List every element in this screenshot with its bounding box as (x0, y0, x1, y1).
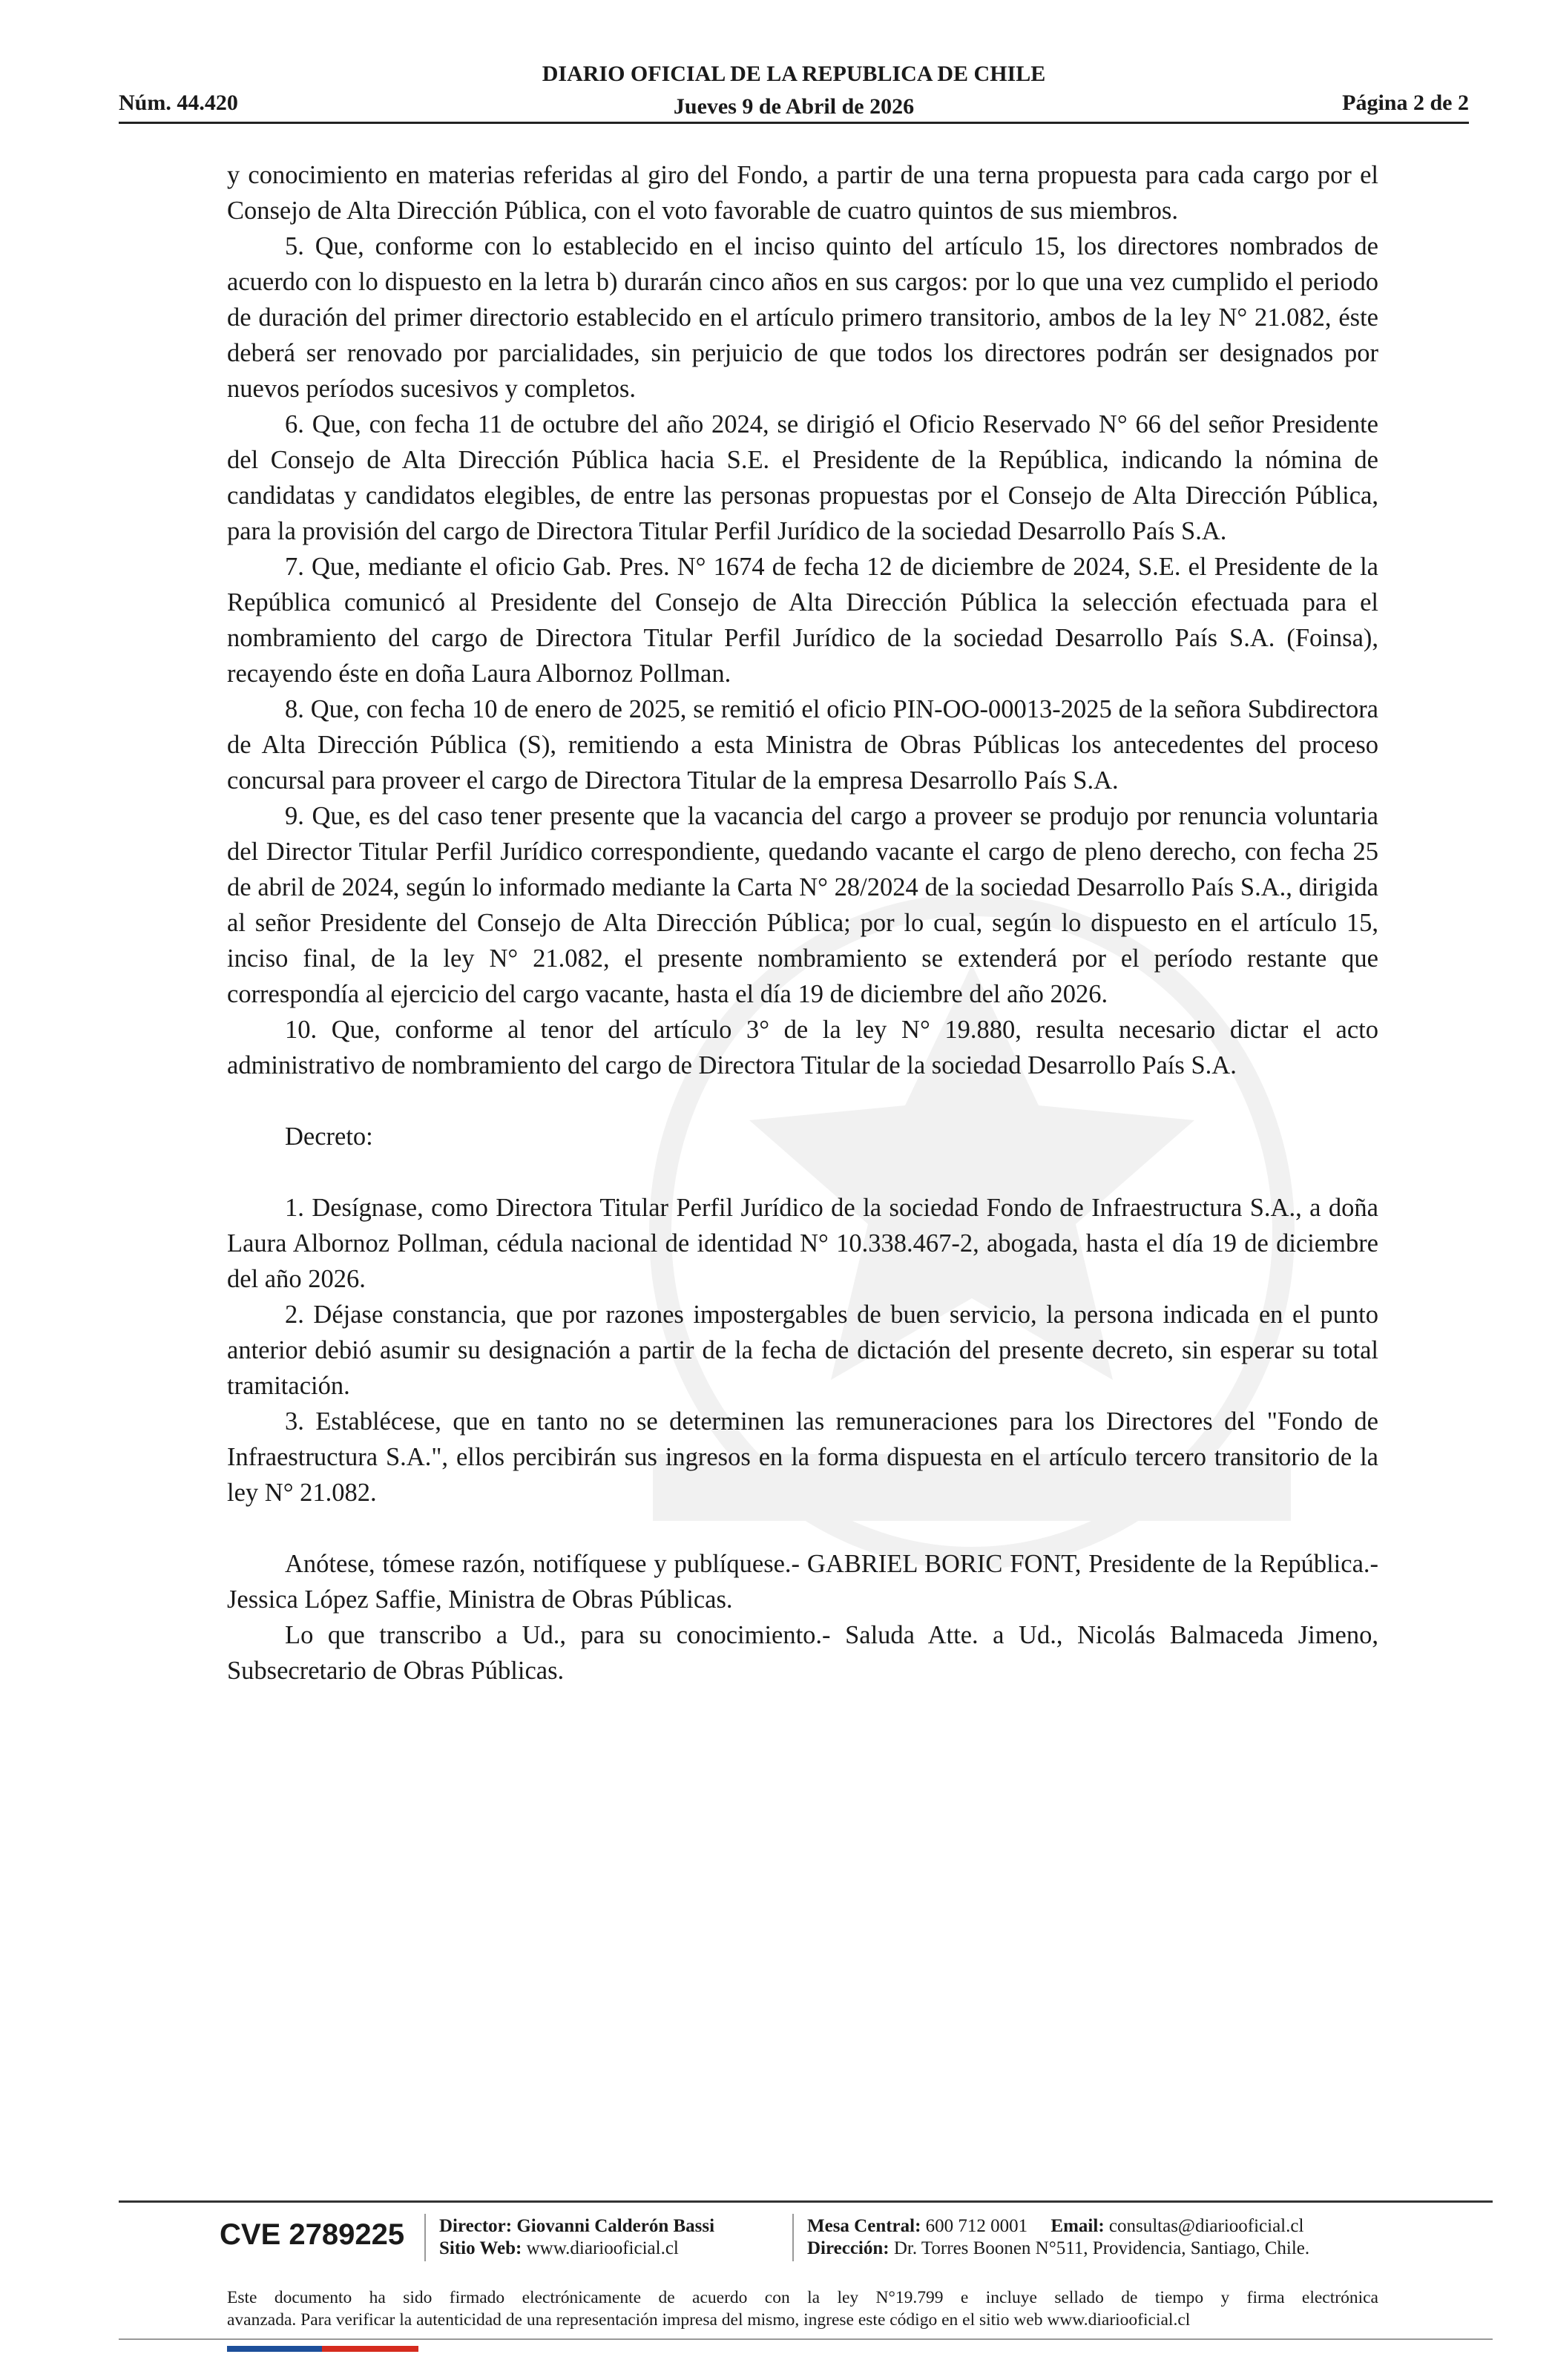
paragraph-9: 9. Que, es del caso tener presente que la vacancia del cargo a proveer se produjo por renuncia voluntaria del Director Titular Perfil Jurídico correspondiente, quedando vacante el cargo de pleno derecho, con fecha 25 de abril de 2024, según lo informado mediante la Carta N° 28/2024 de la sociedad Desarrollo País S.A., dirigida al señor Presidente del Consejo de Alta Dirección Pública; por lo cual, según lo dispuesto en el artículo 15, inciso final, de la ley N° 21.082, el presente nombramiento se extenderá por el período restante que correspondía al ejercicio del cargo vacante, hasta el día 19 de diciembre del año 2026. (227, 802, 1378, 1008)
footer-bottom-divider (119, 2338, 1493, 2340)
page-header (119, 58, 1469, 125)
spacer (227, 1154, 1378, 1190)
footer-divider (119, 2200, 1493, 2203)
paragraph-continuation: y conocimiento en materias referidas al giro del Fondo, a partir de una terna propuesta para cada cargo por el Consejo de Alta Dirección Pública, con el voto favorable de cuatro quintos de sus miembros. (227, 161, 1378, 225)
footer-director-block (439, 2215, 714, 2260)
phone-value: 600 712 0001 (925, 2216, 1028, 2236)
director-label: Director: (439, 2216, 513, 2236)
paragraph-5: 5. Que, conforme con lo establecido en el inciso quinto del artículo 15, los directores nombrados de acuerdo con lo dispuesto en la letra b) durarán cinco años en sus cargos: por lo que una vez cumplido el periodo de duración del primer directorio establecido en el artículo primero transitorio, ambos de la ley N° 21.082, éste deberá ser renovado por parcialidades, sin perjuicio de que todos los directores podrán ser designados por nuevos períodos sucesivos y completos. (227, 232, 1378, 403)
flag-blue-segment (227, 2346, 322, 2352)
spacer (227, 1083, 1378, 1119)
email-link[interactable]: consultas@diariooficial.cl (1108, 2216, 1304, 2236)
footer-separator (792, 2214, 794, 2261)
header-divider (119, 122, 1469, 124)
footer-separator (424, 2214, 426, 2261)
paragraph-7: 7. Que, mediante el oficio Gab. Pres. N° 1674 de fecha 12 de diciembre de 2024, S.E. el Presidente de la República comunicó al Presidente del Consejo de Alta Dirección Pública la selección efectuada para el nombramiento del cargo de Directora Titular Perfil Jurídico de la sociedad Desarrollo País S.A. (Foinsa), recayendo éste en doña Laura Albornoz Pollman. (227, 553, 1378, 688)
site-link[interactable]: www.diariooficial.cl (526, 2238, 679, 2258)
page-indicator: Página 2 de 2 (1342, 91, 1469, 115)
flag-stripe (227, 2346, 418, 2352)
legal-notice-line-1: Este documento ha sido firmado electrónicamente de acuerdo con la ley N°19.799 e incluye sellado de tiempo y firma electrónica (227, 2288, 1378, 2307)
email-label: Email: (1050, 2216, 1105, 2236)
paragraph-10: 10. Que, conforme al tenor del artículo 3° de la ley N° 19.880, resulta necesario dictar el acto administrativo de nombramiento del cargo de Directora Titular de la sociedad Desarrollo País S.A. (227, 1016, 1378, 1079)
publication-title: DIARIO OFICIAL DE LA REPUBLICA DE CHILE (542, 62, 1046, 86)
closing-signatures: Anótese, tómese razón, notifíquese y publíquese.- GABRIEL BORIC FONT, Presidente de la República.- Jessica López Saffie, Ministra de Obras Públicas. (227, 1550, 1378, 1614)
publication-date: Jueves 9 de Abril de 2026 (673, 94, 915, 119)
article-3: 3. Establécese, que en tanto no se determinen las remuneraciones para los Directores del "Fondo de Infraestructura S.A.", ellos percibirán sus ingresos en la forma dispuesta en el artículo tercero transitorio de la ley N° 21.082. (227, 1407, 1378, 1507)
address-value: Dr. Torres Boonen N°511, Providencia, Santiago, Chile. (893, 2238, 1310, 2258)
phone-label: Mesa Central: (807, 2216, 921, 2236)
cve-code: CVE 2789225 (220, 2218, 405, 2251)
closing-transcription: Lo que transcribo a Ud., para su conocimiento.- Saluda Atte. a Ud., Nicolás Balmaceda Jimeno, Subsecretario de Obras Públicas. (227, 1621, 1378, 1685)
legal-notice-line-2: avanzada. Para verificar la autenticidad de una representación impresa del mismo, ingrese este código en el sitio web www.diariooficial.cl (227, 2310, 1191, 2330)
article-1: 1. Desígnase, como Directora Titular Perfil Jurídico de la sociedad Fondo de Infraestructura S.A., a doña Laura Albornoz Pollman, cédula nacional de identidad N° 10.338.467-2, abogada, hasta el día 19 de diciembre del año 2026. (227, 1194, 1378, 1293)
paragraph-6: 6. Que, con fecha 11 de octubre del año 2024, se dirigió el Oficio Reservado N° 66 del señor Presidente del Consejo de Alta Dirección Pública hacia S.E. el Presidente de la República, indicando la nómina de candidatas y candidatos elegibles, de entre las personas propuestas por el Consejo de Alta Dirección Pública, para la provisión del cargo de Directora Titular Perfil Jurídico de la sociedad Desarrollo País S.A. (227, 410, 1378, 545)
paragraph-8: 8. Que, con fecha 10 de enero de 2025, se remitió el oficio PIN-OO-00013-2025 de la señora Subdirectora de Alta Dirección Pública (S), remitiendo a esta Ministra de Obras Públicas los antecedentes del proceso concursal para proveer el cargo de Directora Titular de la empresa Desarrollo País S.A. (227, 695, 1378, 795)
site-label: Sitio Web: (439, 2238, 522, 2258)
decree-heading: Decreto: (285, 1122, 373, 1151)
article-2: 2. Déjase constancia, que por razones impostergables de buen servicio, la persona indicada en el punto anterior debió asumir su designación a partir de la fecha de dictación del presente decreto, sin esperar su total tramitación. (227, 1301, 1378, 1400)
document-body (227, 157, 1378, 1689)
issue-number: Núm. 44.420 (119, 91, 238, 115)
masthead (119, 58, 1469, 123)
address-label: Dirección: (807, 2238, 890, 2258)
director-name: Giovanni Calderón Bassi (516, 2216, 715, 2236)
flag-red-segment (322, 2346, 418, 2352)
footer-contact-block (807, 2215, 1309, 2260)
spacer (227, 1510, 1378, 1546)
